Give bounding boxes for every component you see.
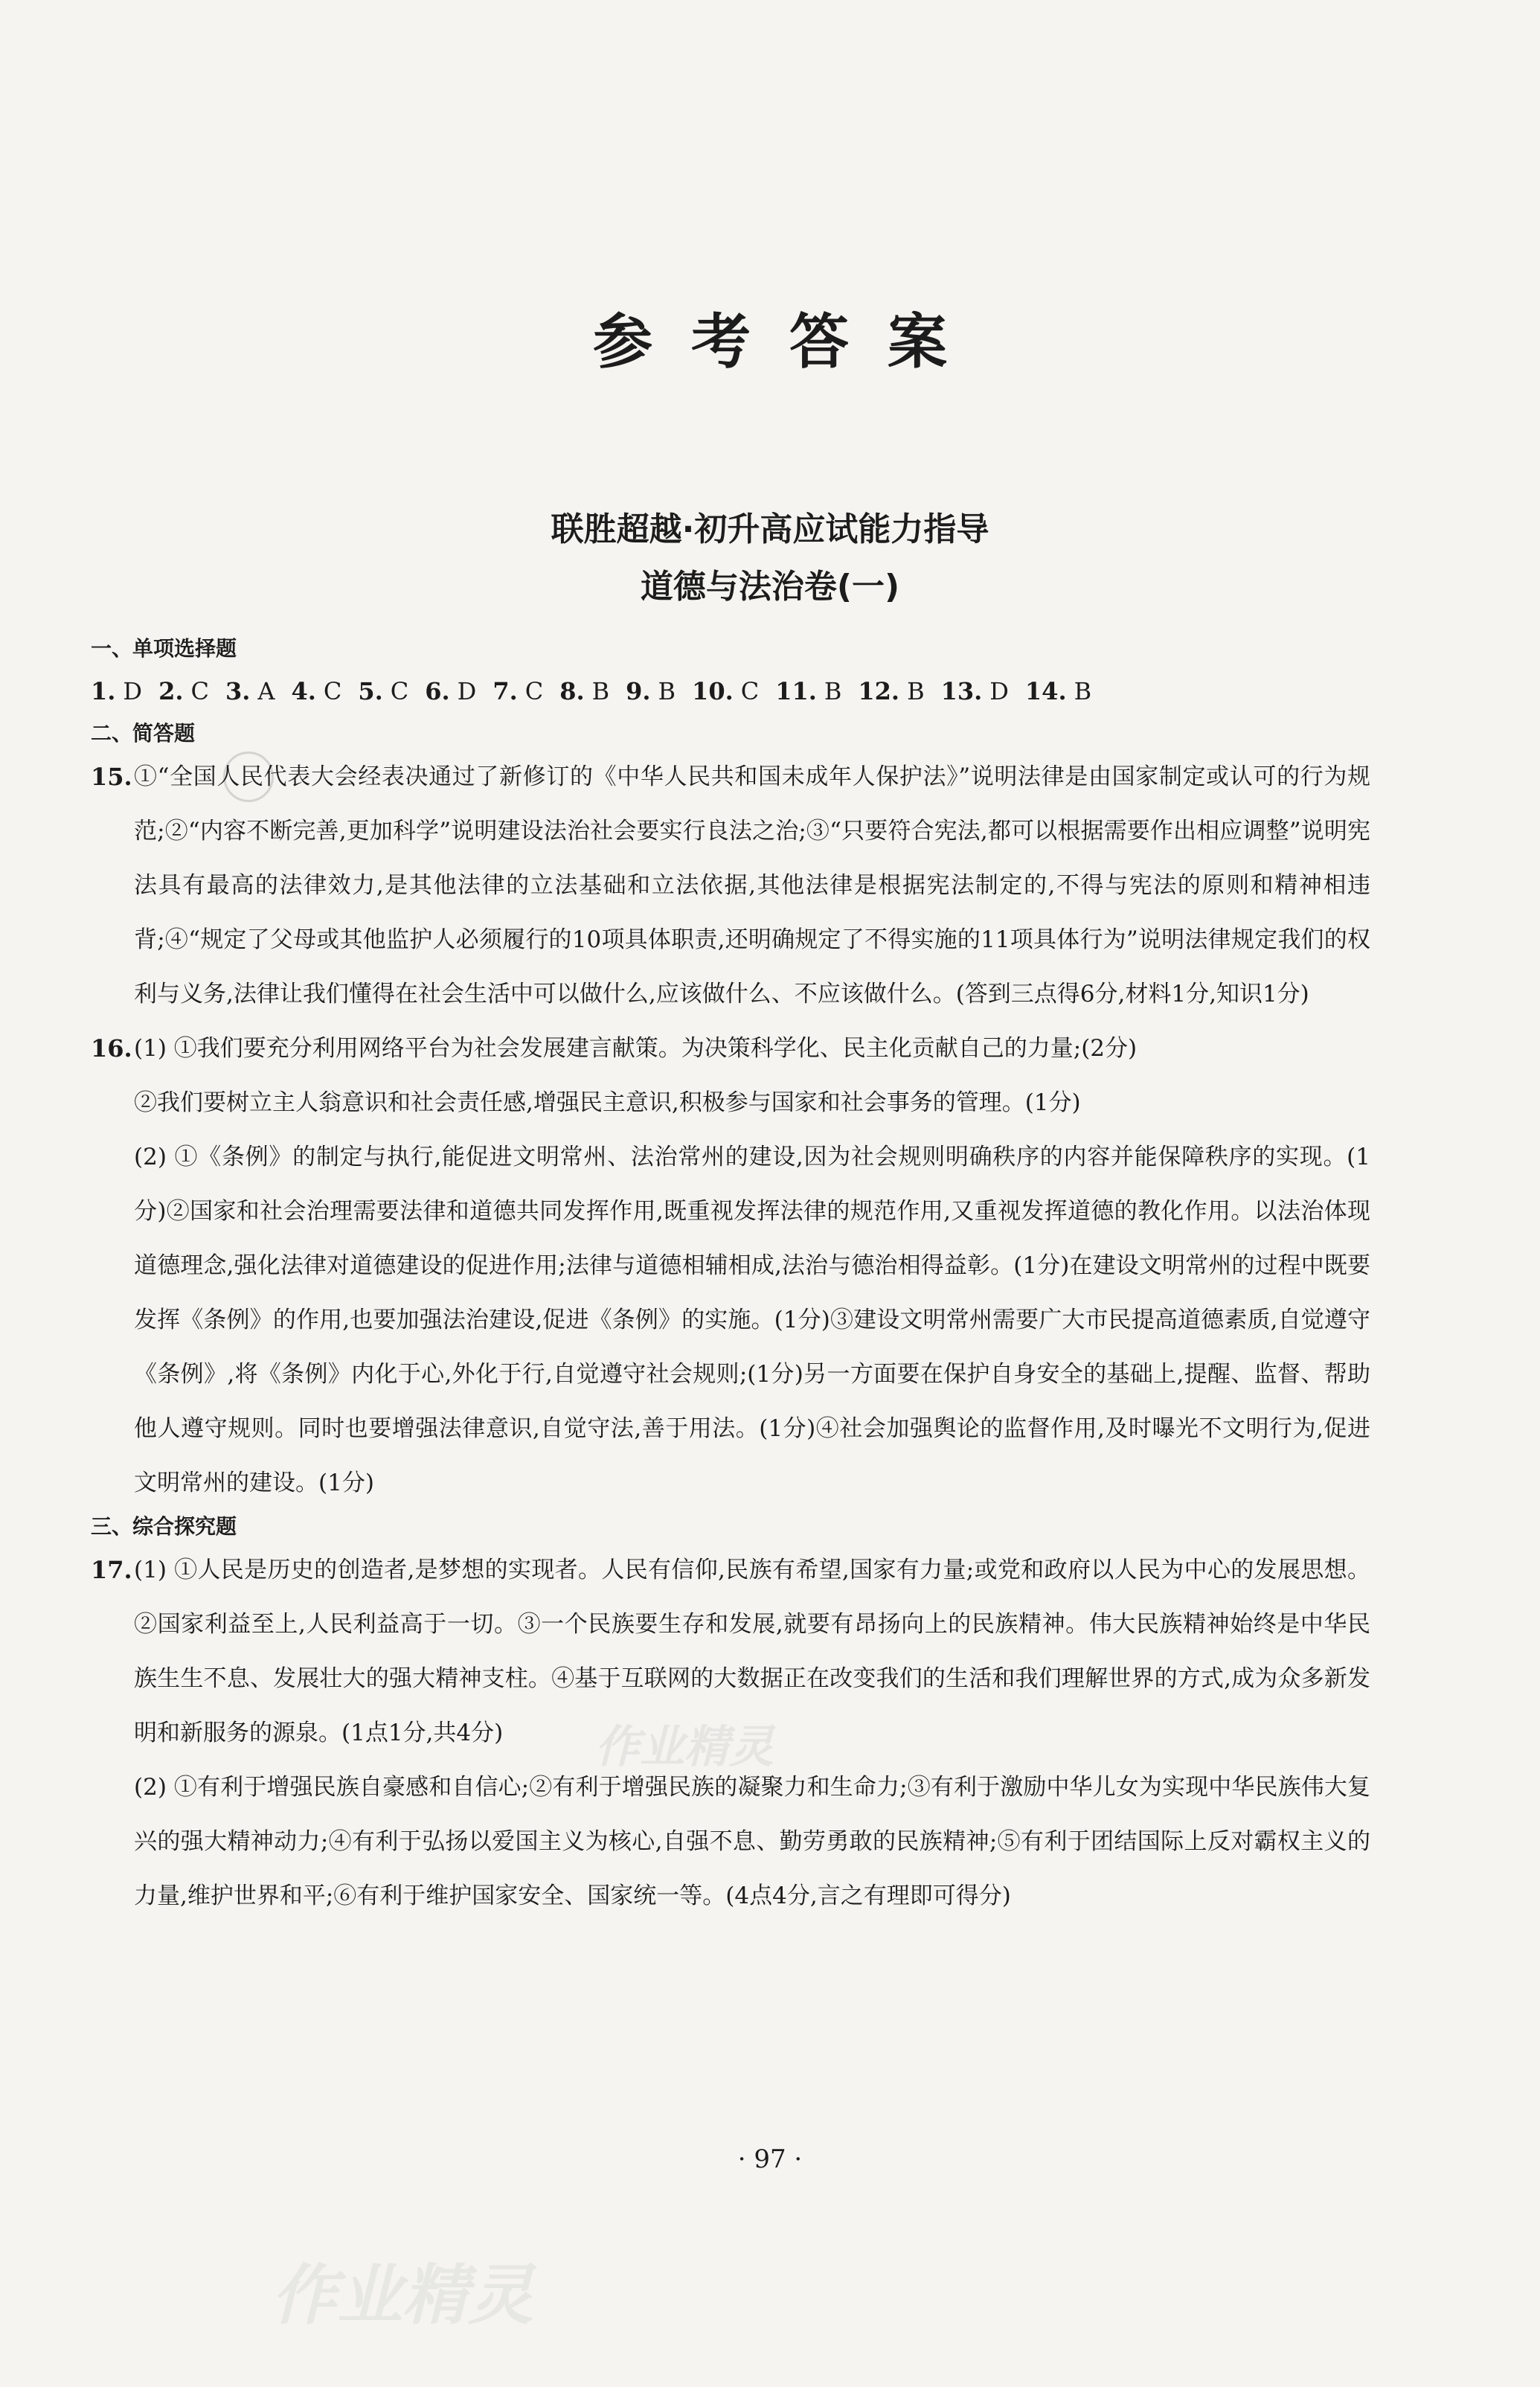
paper-title: 道德与法治卷(一) <box>640 568 900 606</box>
question-number: 15. <box>91 763 132 791</box>
choice-letter: C <box>323 677 342 705</box>
choice-letter: D <box>989 677 1009 705</box>
choice-number: 2. <box>158 677 184 705</box>
choice-letter: B <box>658 677 676 705</box>
choice-answer-item <box>225 665 275 717</box>
answer-text-part1: (1) ①人民是历史的创造者,是梦想的实现者。人民有信仰,民族有希望,国家有力量;或党和政府以人民为中心的发展思想。②国家利益至上,人民利益高于一切。③一个民族要生存和发展,就要有昂扬向上的民族精神。伟大民族精神始终是中华民族生生不息、发展壮大的强大精神支柱。④基于互联网的大数据正在改变我们的生活和我们理解世界的方式,成为众多新发明和新服务的源泉。(1点1分,共4分) <box>134 1557 1370 1746</box>
choice-answer-item <box>493 665 543 717</box>
choice-answer-item <box>941 665 1009 717</box>
choice-answer-item <box>91 665 142 717</box>
choice-answer-item <box>775 665 841 717</box>
choice-letter: D <box>123 677 143 705</box>
choice-letter: D <box>457 677 477 705</box>
section-heading-inquiry: 三、综合探究题 <box>91 1514 237 1539</box>
choice-answer-item <box>158 665 209 717</box>
page-number: · 97 · <box>737 2144 803 2174</box>
choice-answer-item <box>692 665 759 717</box>
choice-number: 13. <box>940 677 983 705</box>
choice-number: 14. <box>1024 677 1067 705</box>
watermark-mid: 作业精灵 <box>595 1721 774 1773</box>
choice-number: 12. <box>858 677 900 705</box>
question-16 <box>91 1022 1370 1510</box>
answer-content <box>91 632 1370 1923</box>
choice-number: 3. <box>225 677 251 705</box>
choice-number: 7. <box>493 677 518 705</box>
choice-answer-item <box>858 665 924 717</box>
choice-answer-item <box>626 665 676 717</box>
choice-number: 10. <box>692 677 734 705</box>
choice-number: 11. <box>775 677 817 705</box>
choice-letter: B <box>591 677 610 705</box>
answer-text-part2: (2) ①有利于增强民族自豪感和自信心;②有利于增强民族的凝聚力和生命力;③有利于激励中华儿女为实现中华民族伟大复兴的强大精神动力;④有利于弘扬以爱国主义为核心,自强不息、勤劳勇敢的民族精神;⑤有利于团结国际上反对霸权主义的力量,维护世界和平;⑥有利于维护国家安全、国家统一等。(4点4分,言之有理即可得分) <box>134 1774 1370 1909</box>
answer-text-part1: (1) ①我们要充分利用网络平台为社会发展建言献策。为决策科学化、民主化贡献自己的力量;(2分) <box>134 1035 1138 1062</box>
choice-letter: B <box>907 677 925 705</box>
question-17 <box>91 1543 1370 1923</box>
choice-number: 6. <box>425 677 450 705</box>
answer-text: ①“全国人民代表大会经表决通过了新修订的《中华人民共和国未成年人保护法》”说明法律是由国家制定或认可的行为规范;②“内容不断完善,更加科学”说明建设法治社会要实行良法之治;③“只要符合宪法,都可以根据需要作出相应调整”说明宪法具有最高的法律效力,是其他法律的立法基础和立法依据,其他法律是根据宪法制定的,不得与宪法的原则和精神相违背;④“规定了父母或其他监护人必须履行的10项具体职责,还明确规定了不得实施的11项具体行为”说明法律规定我们的权利与义务,法律让我们懂得在社会生活中可以做什么,应该做什么、不应该做什么。(答到三点得6分,材料1分,知识1分) <box>134 763 1370 1007</box>
choice-number: 1. <box>91 677 116 705</box>
choice-letter: B <box>824 677 842 705</box>
choice-number: 8. <box>559 677 585 705</box>
answer-text-part1b: ②我们要树立主人翁意识和社会责任感,增强民主意识,积极参与国家和社会事务的管理。(1分) <box>134 1089 1081 1116</box>
section-heading-choice: 一、单项选择题 <box>91 636 237 661</box>
choice-answer-item <box>1025 665 1091 717</box>
choice-letter: C <box>524 677 544 705</box>
choice-number: 4. <box>291 677 316 705</box>
book-subtitle: 联胜超越·初升高应试能力指导 <box>551 510 989 548</box>
choice-answer-item <box>559 665 609 717</box>
choice-answer-item <box>358 665 408 717</box>
choice-letter: C <box>740 677 760 705</box>
page-title: 参考答案 <box>593 307 986 377</box>
choice-letter: C <box>190 677 209 705</box>
section-heading-short: 二、简答题 <box>91 721 196 746</box>
question-number: 16. <box>91 1034 132 1063</box>
choice-number: 5. <box>358 677 383 705</box>
question-15 <box>91 750 1370 1022</box>
choice-letter: C <box>390 677 409 705</box>
answer-text-part2: (2) ①《条例》的制定与执行,能促进文明常州、法治常州的建设,因为社会规则明确秩序的内容并能保障秩序的实现。(1分)②国家和社会治理需要法律和道德共同发挥作用,既重视发挥法律的规范作用,又重视发挥道德的教化作用。以法治体现道德理念,强化法律对道德建设的促进作用;法律与道德相辅相成,法治与德治相得益彰。(1分)在建设文明常州的过程中既要发挥《条例》的作用,也要加强法治建设,促进《条例》的实施。(1分)③建设文明常州需要广大市民提高道德素质,自觉遵守《条例》,将《条例》内化于心,外化于行,自觉遵守社会规则;(1分)另一方面要在保护自身安全的基础上,提醒、监督、帮助他人遵守规则。同时也要增强法律意识,自觉守法,善于用法。(1分)④社会加强舆论的监督作用,及时曝光不文明行为,促进文明常州的建设。(1分) <box>134 1144 1370 1496</box>
question-number: 17. <box>91 1556 132 1584</box>
choice-number: 9. <box>626 677 651 705</box>
choice-letter: A <box>257 677 275 705</box>
choice-answer-item <box>291 665 341 717</box>
choice-answer-item <box>425 665 476 717</box>
choice-letter: B <box>1074 677 1092 705</box>
watermark-bottom: 作业精灵 <box>272 2257 534 2333</box>
choice-answers-row <box>91 665 1370 717</box>
